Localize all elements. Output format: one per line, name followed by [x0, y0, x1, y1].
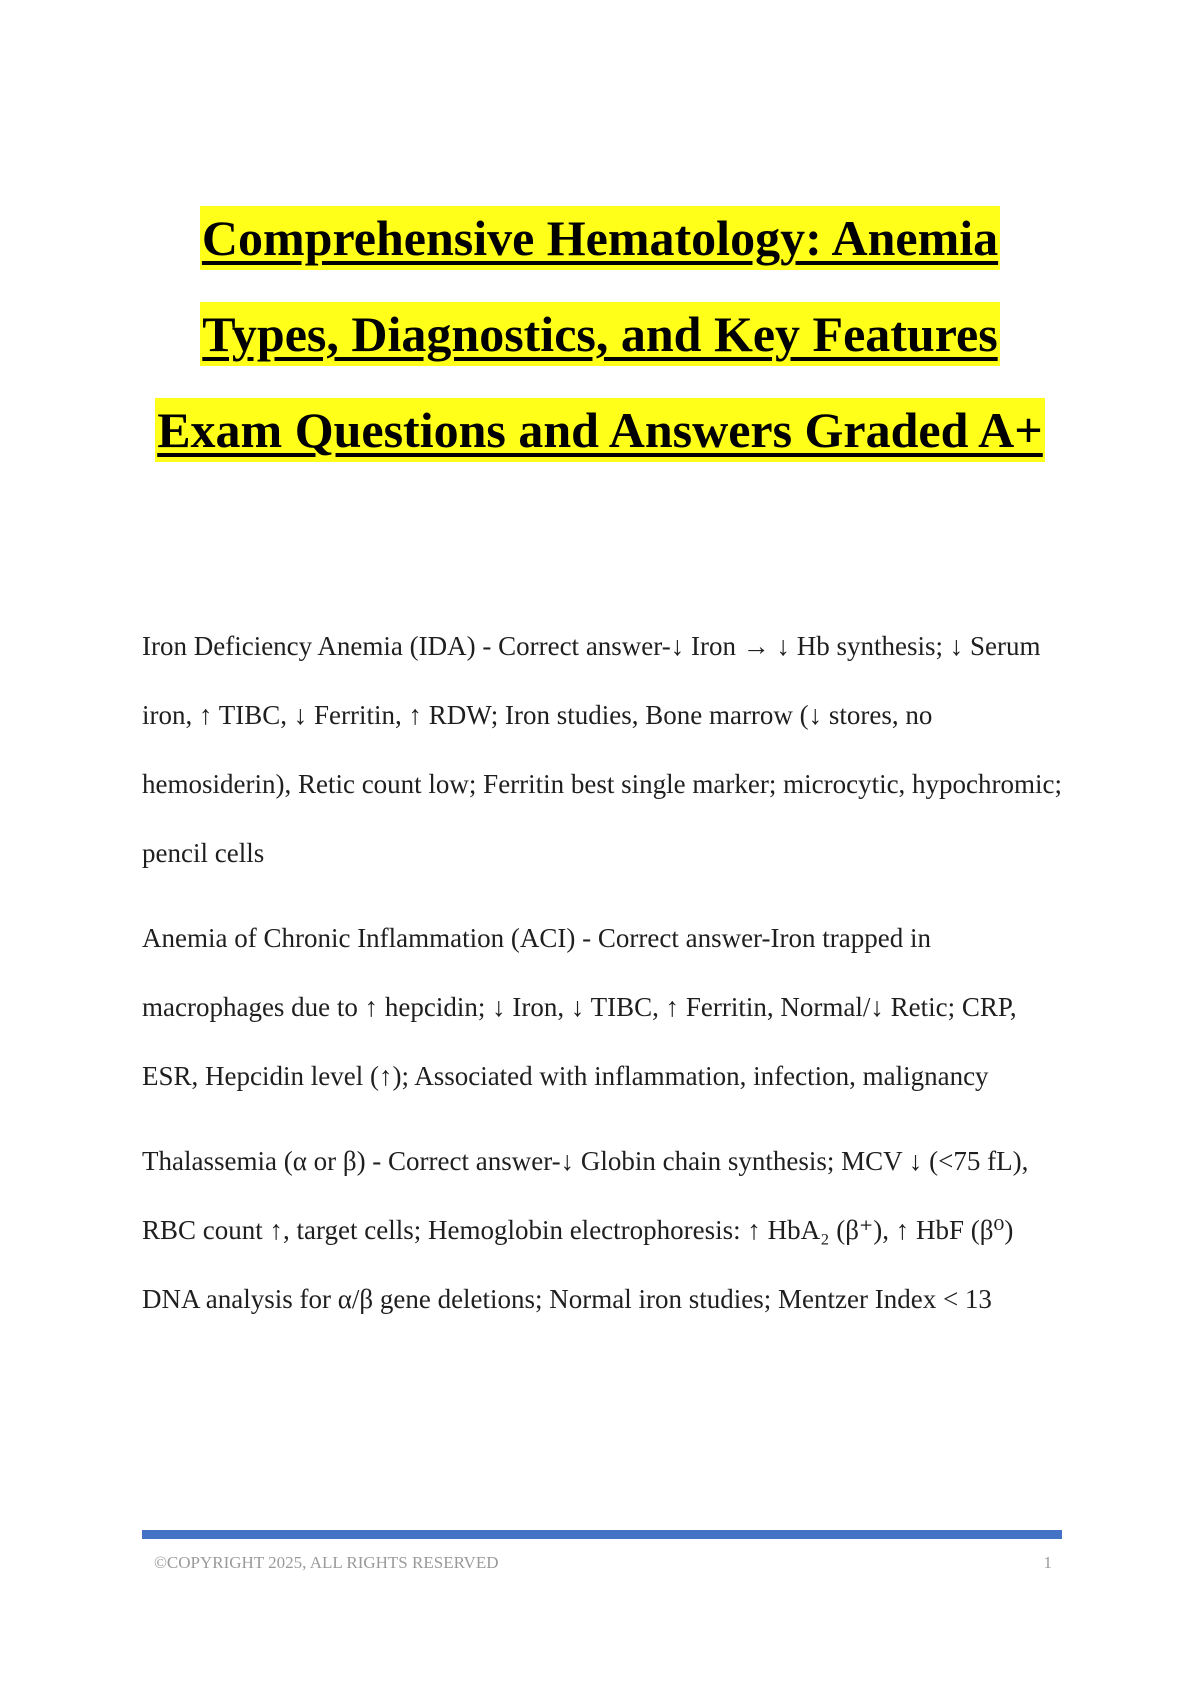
footer-divider — [142, 1530, 1062, 1539]
qa-entry-chronic-inflammation: Anemia of Chronic Inflammation (ACI) - Correct answer-Iron trapped in macrophages due to ↑ hepcidin; ↓ Iron, ↓ TIBC, ↑ Ferritin, Normal/↓ Retic; CRP, ESR, Hepcidin level (↑); Associated with inflammation, infection, malignancy — [142, 923, 1017, 1091]
title-line-1 — [0, 190, 1200, 286]
qa-content — [142, 612, 1072, 1350]
document-title — [0, 190, 1200, 478]
qa-entry-iron-deficiency: Iron Deficiency Anemia (IDA) - Correct answer-↓ Iron → ↓ Hb synthesis; ↓ Serum iron, ↑ TIBC, ↓ Ferritin, ↑ RDW; Iron studies, Bone marrow (↓ stores, no hemosiderin), Retic count low; Ferritin best single marker; microcytic, hypochromic; pencil cells — [142, 631, 1063, 868]
qa-entry-thalassemia: Thalassemia (α or β) - Correct answer-↓ Globin chain synthesis; MCV ↓ (<75 fL), RBC count ↑, target cells; Hemoglobin electrophoresis: ↑ HbA₂ (β⁺), ↑ HbF (β⁰) DNA analysis for α/β gene deletions; Normal iron studies; Mentzer Index < 13 — [142, 1146, 1029, 1314]
title-line-3 — [0, 382, 1200, 478]
footer-page-number: 1 — [1043, 1553, 1052, 1572]
title-line-2-text: Types, Diagnostics, and Key Features — [200, 302, 999, 366]
title-line-1-text: Comprehensive Hematology: Anemia — [200, 206, 1000, 270]
title-line-3-text: Exam Questions and Answers Graded A+ — [155, 398, 1045, 462]
footer-copyright: ©COPYRIGHT 2025, ALL RIGHTS RESERVED — [154, 1553, 499, 1572]
title-line-2 — [0, 286, 1200, 382]
